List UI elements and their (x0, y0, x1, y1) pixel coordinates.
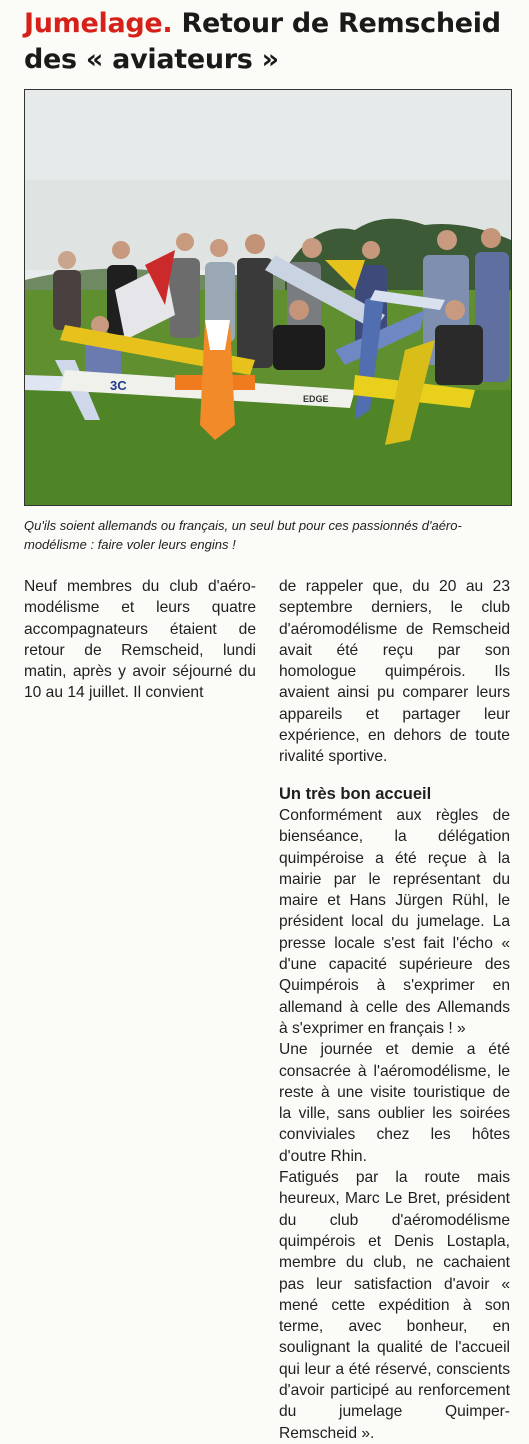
paragraph-journee: Une journée et demie a été consacrée à l'aéromodélisme, le reste à une visite touristique de la ville, sans oublier les soirées conviviales chez les hôtes d'outre Rhin. (279, 1041, 510, 1165)
plane-marking-3c: 3C (110, 378, 127, 393)
photo-illustration (25, 90, 511, 505)
left-column (24, 576, 256, 704)
paragraph-rappeler: de rappeler que, du 20 au 23 septembre derniers, le club d'aéromodélisme de Remscheid avait été reçu par son homologue quimpérois. Ils avaient ainsi pu comparer leurs appareils et partager leur expérience, en dehors de toute rivalité sportive. (279, 578, 510, 766)
paragraph-bienseance: Conformément aux règles de bienséance, la délégation quimpéroise a été reçue à la mairie par le représentant du maire et Hans Jürgen Rühl, le président local du jumelage. La presse locale s'est fait l'écho « d'une capacité supérieure des Quimpérois à s'exprimer en allemand à celle des Allemands à s'exprimer en français ! » (279, 806, 510, 1037)
intro-paragraph: Neuf membres du club d'aéro-modélisme et leurs quatre accompagnateurs étaient de retour de Remscheid, lundi matin, après y avoir séjourné du 10 au 14 juillet. Il convient (24, 578, 256, 702)
paragraph-fatigues: Fatigués par la route mais heureux, Marc Le Bret, président du club d'aéromodélisme quimpérois et Denis Lostapla, membre du club, ne cachaient pas leur satisfaction d'avoir « mené cette expédition à son terme, avec bonheur, en soulignant la qualité de l'accueil qui leur a été réservé, conscients d'avoir participé au renforcement du jumelage Quimper-Remscheid ». (279, 1169, 510, 1442)
photo-caption: Qu'ils soient allemands ou français, un seul but pour ces passionnés d'aéro-modélisme : faire voler leurs engins ! (24, 518, 462, 552)
subheading: Un très bon accueil (279, 784, 432, 803)
headline (24, 6, 514, 78)
headline-kicker: Jumelage. (24, 8, 173, 39)
right-column (279, 576, 510, 1444)
plane-marking-edge: EDGE (303, 394, 329, 404)
article-photo (24, 89, 512, 506)
headline-title: Retour de Remscheid des « aviateurs » (24, 8, 501, 75)
